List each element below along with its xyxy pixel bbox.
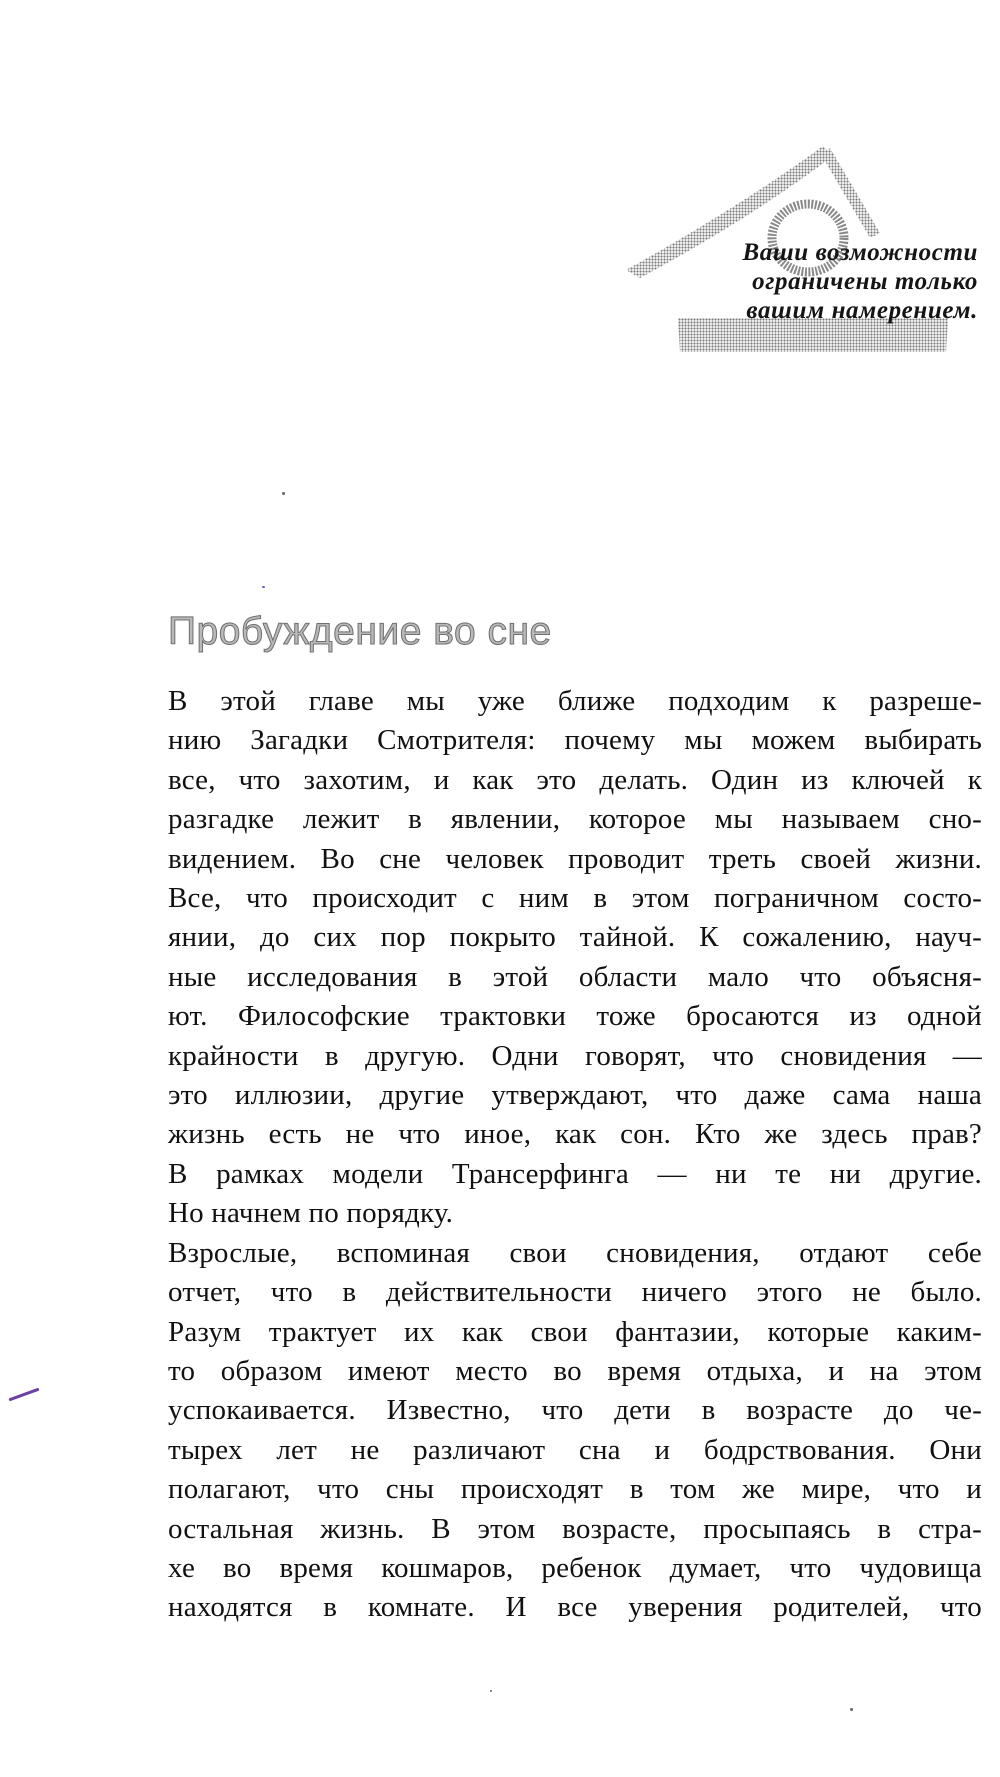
text-line: хе во время кошмаров, ребенок думает, что чудовища [168, 1551, 982, 1584]
epigraph-line: вашим намерением. [746, 297, 978, 324]
text-line: нию Загадки Смотрителя: почему мы можем выбирать [168, 724, 982, 757]
chapter-title: Пробуждение во сне [168, 610, 552, 653]
scan-speck [262, 586, 265, 588]
text-line: ные исследования в этой области мало что объясня- [168, 960, 982, 993]
text-line: все, что захотим, и как это делать. Один из ключей к [168, 763, 982, 796]
text-line: Разум трактует их как свои фантазии, которые каким- [168, 1315, 982, 1348]
text-line: В рамках модели Трансерфинга — ни те ни другие. [168, 1157, 982, 1190]
text-line: ют. Философские трактовки тоже бросаются из одной [168, 1000, 982, 1033]
text-line: тырех лет не различают сна и бодрствования. Они [168, 1433, 982, 1466]
text-line: В этой главе мы уже ближе подходим к разреше- [168, 685, 982, 717]
text-line: Все, что происходит с ним в этом пограничном состо- [168, 882, 982, 915]
epigraph-line: ограничены только [752, 268, 978, 295]
text-line: отчет, что в действительности ничего этого не было. [168, 1276, 982, 1309]
text-line: разгадке лежит в явлении, которое мы называем сно- [168, 803, 982, 836]
scan-mark [8, 1388, 39, 1402]
text-line: янии, до сих пор покрыто тайной. К сожалению, науч- [168, 921, 982, 954]
text-line: остальная жизнь. В этом возрасте, просыпаясь в стра- [168, 1512, 982, 1545]
text-line: находятся в комнате. И все уверения родителей, что [168, 1591, 982, 1624]
scan-speck [282, 492, 285, 495]
paragraph [120, 1234, 982, 1628]
text-line: крайности в другую. Одни говорят, что сновидения — [168, 1039, 982, 1072]
paragraph [120, 682, 982, 1234]
text-line: жизнь есть не что иное, как сон. Кто же здесь прав? [168, 1118, 982, 1151]
text-line: это иллюзии, другие утверждают, что даже сама наша [168, 1079, 982, 1112]
text-line: Взрослые, вспоминая свои сновидения, отдают себе [168, 1236, 982, 1269]
body-text [120, 682, 982, 1628]
text-line: полагают, что сны происходят в том же мире, что и [168, 1473, 982, 1506]
text-line: видением. Во сне человек проводит треть своей жизни. [168, 842, 982, 875]
scan-speck [490, 1690, 492, 1692]
scan-speck [850, 1708, 853, 1711]
text-line: успокаивается. Известно, что дети в возрасте до че- [168, 1394, 982, 1427]
epigraph-line: Ваши возможности [742, 239, 978, 266]
text-line: Но начнем по порядку. [168, 1197, 454, 1230]
epigraph [742, 238, 978, 325]
text-line: то образом имеют место во время отдыха, и на этом [168, 1354, 982, 1387]
